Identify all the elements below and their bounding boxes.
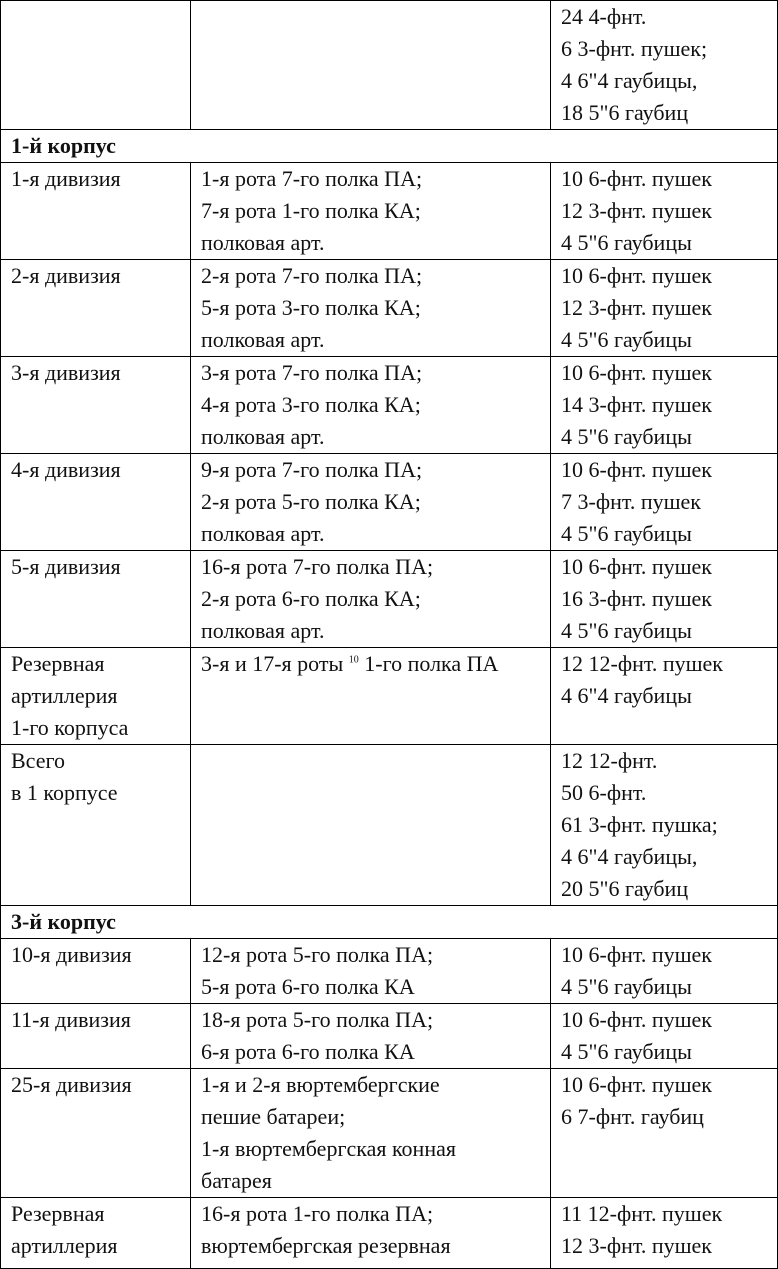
guns-line: 12 12-фнт. xyxy=(561,748,658,773)
composition-line: 16-я рота 7-го полка ПА; xyxy=(201,554,434,579)
table-row xyxy=(1,939,778,1004)
composition-line: полковая арт. xyxy=(201,230,325,255)
footnote-marker: 10 xyxy=(348,654,359,666)
composition-line: 6-я рота 6-го полка КА xyxy=(201,1039,415,1064)
composition-line: 2-я рота 7-го полка ПА; xyxy=(201,263,423,288)
composition-cell xyxy=(191,260,551,357)
composition-cell xyxy=(191,357,551,454)
guns-line: 12 3-фнт. пушек xyxy=(561,198,712,223)
guns-line: 10 6-фнт. пушек xyxy=(561,942,712,967)
guns-cell xyxy=(551,939,778,1004)
guns-line: 12 12-фнт. пушек xyxy=(561,651,723,676)
guns-line: 4 6"4 гаубицы xyxy=(561,683,692,708)
composition-cell xyxy=(191,1198,551,1269)
table-row xyxy=(1,260,778,357)
guns-cell xyxy=(551,357,778,454)
guns-line: 4 5"6 гаубицы xyxy=(561,618,692,643)
unit-line: Резервная xyxy=(11,651,105,676)
guns-line: 4 5"6 гаубицы xyxy=(561,327,692,352)
guns-cell xyxy=(551,745,778,906)
unit-cell: 25-я дивизия xyxy=(1,1069,191,1198)
table-row xyxy=(1,1004,778,1069)
guns-line: 12 3-фнт. пушек xyxy=(561,295,712,320)
composition-cell xyxy=(191,1069,551,1198)
composition-line: 3-я рота 7-го полка ПА; xyxy=(201,360,423,385)
composition-line: 2-я рота 6-го полка КА; xyxy=(201,586,421,611)
guns-cell xyxy=(551,260,778,357)
guns-cell xyxy=(551,163,778,260)
unit-line: артиллерия xyxy=(11,683,118,708)
guns-line: 4 5"6 гаубицы xyxy=(561,424,692,449)
composition-line: 4-я рота 3-го полка КА; xyxy=(201,392,421,417)
composition-line: 12-я рота 5-го полка ПА; xyxy=(201,942,434,967)
composition-cell xyxy=(191,1004,551,1069)
guns-line: 4 6"4 гаубицы, xyxy=(561,844,698,869)
composition-line: полковая арт. xyxy=(201,521,325,546)
composition-cell xyxy=(191,939,551,1004)
guns-line: 6 7-фнт. гаубиц xyxy=(561,1104,704,1129)
table-row xyxy=(1,745,778,906)
composition-line: 1-я и 2-я вюртембергские xyxy=(201,1072,440,1097)
composition-line: 18-я рота 5-го полка ПА; xyxy=(201,1007,434,1032)
guns-line: 12 3-фнт. пушек xyxy=(561,1233,712,1258)
unit-cell: 11-я дивизия xyxy=(1,1004,191,1069)
composition-line: полковая арт. xyxy=(201,424,325,449)
composition-cell xyxy=(191,163,551,260)
unit-cell: 10-я дивизия xyxy=(1,939,191,1004)
guns-cell xyxy=(551,1,778,130)
composition-line: 7-я рота 1-го полка КА; xyxy=(201,198,421,223)
section-row xyxy=(1,130,778,163)
unit-cell xyxy=(1,1198,191,1269)
composition-cell xyxy=(191,454,551,551)
guns-line: 6 3-фнт. пушек; xyxy=(561,36,708,61)
composition-line: 16-я рота 1-го полка ПА; xyxy=(201,1201,434,1226)
guns-line: 50 6-фнт. xyxy=(561,780,647,805)
guns-line: 7 3-фнт. пушек xyxy=(561,489,701,514)
guns-line: 4 5"6 гаубицы xyxy=(561,230,692,255)
guns-line: 11 12-фнт. пушек xyxy=(561,1201,723,1226)
guns-line: 14 3-фнт. пушек xyxy=(561,392,712,417)
guns-cell xyxy=(551,454,778,551)
unit-line: артиллерия xyxy=(11,1233,118,1258)
table-row xyxy=(1,1069,778,1198)
section-heading: 3-й корпус xyxy=(1,906,778,939)
composition-line: 1-я рота 7-го полка ПА; xyxy=(201,166,423,191)
guns-line: 18 5"6 гаубиц xyxy=(561,100,689,125)
unit-cell: 3-я дивизия xyxy=(1,357,191,454)
guns-line: 4 5"6 гаубицы xyxy=(561,1039,692,1064)
guns-line: 20 5"6 гаубиц xyxy=(561,876,689,901)
guns-cell xyxy=(551,1198,778,1269)
guns-cell xyxy=(551,648,778,745)
table-row xyxy=(1,163,778,260)
table-row xyxy=(1,648,778,745)
section-row xyxy=(1,906,778,939)
composition-line: 1-я вюртембергская конная xyxy=(201,1136,456,1161)
guns-line: 10 6-фнт. пушек xyxy=(561,554,712,579)
guns-line: 10 6-фнт. пушек xyxy=(561,166,712,191)
composition-text xyxy=(201,648,542,680)
guns-cell xyxy=(551,551,778,648)
composition-line: полковая арт. xyxy=(201,327,325,352)
guns-line: 10 6-фнт. пушек xyxy=(561,263,712,288)
composition-line: 5-я рота 3-го полка КА; xyxy=(201,295,421,320)
table-row xyxy=(1,1198,778,1269)
guns-cell xyxy=(551,1069,778,1198)
composition-cell xyxy=(191,551,551,648)
guns-line: 10 6-фнт. пушек xyxy=(561,457,712,482)
unit-line: в 1 корпусе xyxy=(11,780,118,805)
guns-line: 10 6-фнт. пушек xyxy=(561,360,712,385)
unit-cell: 4-я дивизия xyxy=(1,454,191,551)
composition-line: пешие батареи; xyxy=(201,1104,346,1129)
table-row xyxy=(1,357,778,454)
section-heading: 1-й корпус xyxy=(1,130,778,163)
composition-line: вюртембергская резервная xyxy=(201,1233,451,1258)
composition-line: батарея xyxy=(201,1168,272,1193)
unit-cell: 1-я дивизия xyxy=(1,163,191,260)
unit-cell: 5-я дивизия xyxy=(1,551,191,648)
guns-line: 4 5"6 гаубицы xyxy=(561,974,692,999)
unit-cell xyxy=(1,648,191,745)
guns-cell xyxy=(551,1004,778,1069)
table-row xyxy=(1,1,778,130)
guns-line: 10 6-фнт. пушек xyxy=(561,1007,712,1032)
guns-line: 10 6-фнт. пушек xyxy=(561,1072,712,1097)
table-row xyxy=(1,454,778,551)
composition-line: 2-я рота 5-го полка КА; xyxy=(201,489,421,514)
composition-cell xyxy=(191,745,551,906)
guns-line: 61 3-фнт. пушка; xyxy=(561,812,718,837)
composition-line: 5-я рота 6-го полка КА xyxy=(201,974,415,999)
unit-line: Всего xyxy=(11,748,65,773)
table-row xyxy=(1,551,778,648)
unit-cell: 2-я дивизия xyxy=(1,260,191,357)
composition-text-start: 3-я и 17-я роты xyxy=(201,651,344,676)
unit-cell xyxy=(1,745,191,906)
guns-line: 24 4-фнт. xyxy=(561,4,647,29)
composition-line: 9-я рота 7-го полка ПА; xyxy=(201,457,423,482)
guns-line: 4 5"6 гаубицы xyxy=(561,521,692,546)
composition-cell xyxy=(191,648,551,745)
unit-cell xyxy=(1,1,191,130)
unit-line: Резервная xyxy=(11,1201,105,1226)
composition-text-end: 1-го полка ПА xyxy=(358,651,499,676)
guns-line: 16 3-фнт. пушек xyxy=(561,586,712,611)
composition-cell xyxy=(191,1,551,130)
unit-line: 1-го корпуса xyxy=(11,715,129,740)
guns-line: 4 6"4 гаубицы, xyxy=(561,68,698,93)
composition-line: полковая арт. xyxy=(201,618,325,643)
